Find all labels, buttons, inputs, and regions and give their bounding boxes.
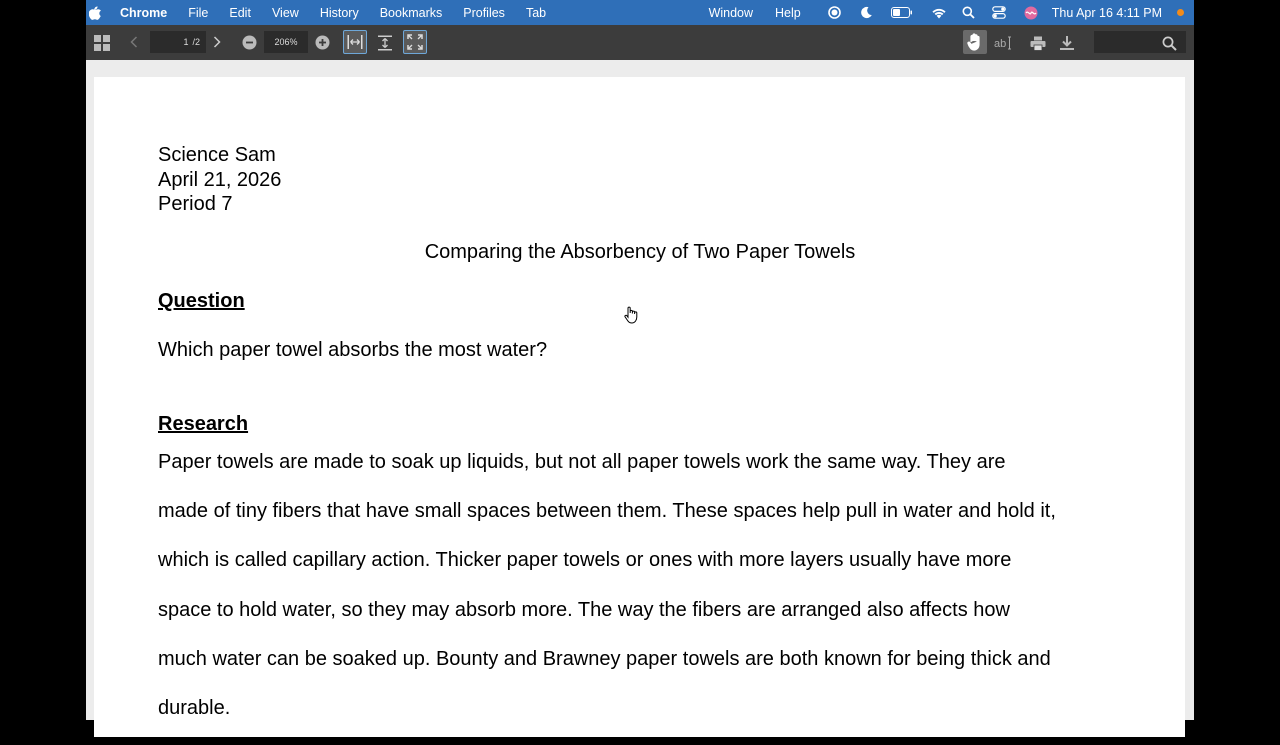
research-line: durable. <box>158 696 231 719</box>
zoom-out-icon[interactable] <box>241 34 257 50</box>
zoom-in-icon[interactable] <box>314 34 330 50</box>
apple-icon[interactable] <box>88 6 102 20</box>
pdf-viewer[interactable] <box>86 60 1194 720</box>
question-text: Which paper towel absorbs the most water? <box>158 339 548 361</box>
document-title: Comparing the Absorbency of Two Paper Towels <box>424 241 856 263</box>
research-paragraph <box>158 450 1138 745</box>
research-line: space to hold water, so they may absorb more. The way the fibers are arranged also affects how <box>158 598 1010 621</box>
search-icon[interactable] <box>961 5 977 21</box>
hand-tool-icon[interactable] <box>963 30 987 54</box>
find-search-icon[interactable] <box>1160 34 1178 52</box>
research-line: which is called capillary action. Thicker paper towels or ones with more layers usually have more <box>158 549 1012 572</box>
current-page[interactable]: 1 <box>183 37 189 47</box>
menu-view[interactable]: View <box>271 5 299 20</box>
moon-icon[interactable] <box>859 5 875 21</box>
menu-app-name[interactable]: Chrome <box>120 5 168 20</box>
previous-page-icon[interactable] <box>127 35 141 49</box>
research-heading: Research <box>158 413 249 435</box>
page-number-field[interactable] <box>150 31 206 53</box>
fit-page-icon[interactable] <box>374 32 396 54</box>
record-icon[interactable] <box>827 5 843 21</box>
battery-icon[interactable] <box>891 5 913 21</box>
recording-indicator <box>1177 9 1184 16</box>
text-select-icon[interactable] <box>992 32 1014 54</box>
menu-bar <box>86 0 1194 25</box>
research-line: much water can be soaked up. Bounty and Brawney paper towels are both known for being thick and <box>158 647 1051 670</box>
menu-bookmarks[interactable]: Bookmarks <box>379 5 443 20</box>
total-pages: /2 <box>192 37 200 47</box>
fullscreen-icon[interactable] <box>403 30 427 54</box>
print-icon[interactable] <box>1028 33 1048 53</box>
author-name: Science Sam <box>158 144 276 166</box>
menu-profiles[interactable]: Profiles <box>463 5 505 20</box>
menu-file[interactable]: File <box>188 5 209 20</box>
next-page-icon[interactable] <box>210 35 224 49</box>
research-line: made of tiny fibers that have small spaces between them. These spaces help pull in water and hold it, <box>158 500 1056 523</box>
zoom-level-field[interactable]: 206% <box>264 31 308 53</box>
thumbnails-icon[interactable] <box>93 34 111 52</box>
report-date: April 21, 2026 <box>158 168 282 191</box>
download-icon[interactable] <box>1057 33 1077 53</box>
pdf-toolbar <box>86 25 1194 60</box>
document-content <box>158 143 1138 719</box>
menu-window[interactable]: Window <box>708 5 754 20</box>
menu-tab[interactable]: Tab <box>525 5 547 20</box>
fit-width-icon[interactable] <box>343 30 367 54</box>
menu-edit[interactable]: Edit <box>229 5 251 20</box>
hand-cursor-icon <box>623 306 639 324</box>
pdf-page <box>94 77 1185 737</box>
clock[interactable]: Thu Apr 16 4:11 PM <box>1051 5 1162 20</box>
menu-help[interactable]: Help <box>775 5 801 20</box>
svg-text:ab: ab <box>994 38 1007 50</box>
control-center-icon[interactable] <box>991 5 1007 21</box>
class-period: Period 7 <box>158 193 233 215</box>
wifi-icon[interactable] <box>931 5 947 21</box>
menu-history[interactable]: History <box>319 5 359 20</box>
siri-icon[interactable] <box>1023 5 1039 21</box>
question-heading: Question <box>158 290 245 312</box>
research-line: Paper towels are made to soak up liquids, but not all paper towels work the same way. They are <box>158 451 1006 473</box>
